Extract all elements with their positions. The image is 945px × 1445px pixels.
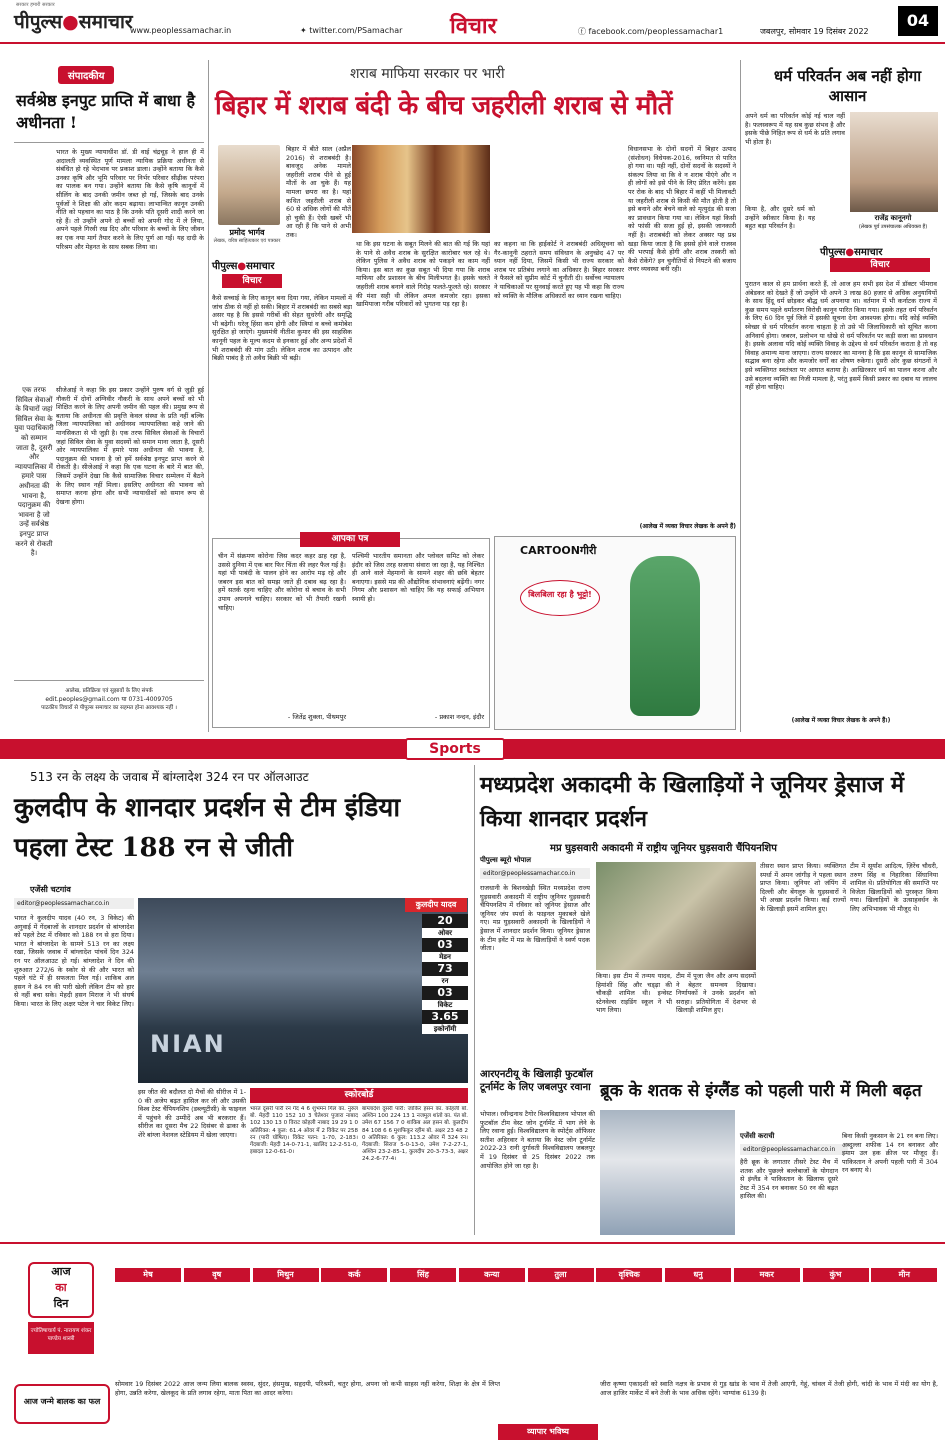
stat-value: 20 (422, 914, 468, 928)
contact-email[interactable]: edit.peoples@gmail.com या 0731-4009705 (45, 695, 173, 703)
zodiac-sign-8 (665, 1268, 731, 1368)
sports-body-6: तीसरा स्थान प्राप्त किया। व्यक्तिगत स्पर्धा में अमन जांगीड़ ने पहला स्थान प्राप्त किया। जूनियर शो जंपिंग में दिल्ली और बेंगलुरु के घुड़सवारों ने भी अच्छा प्रदर्शन किया। कई राज्यों के खिलाड़ी इसमें शामिल हुए। (760, 862, 846, 913)
sports-kicker-2: मप्र घुड़सवारी अकादमी में राष्ट्रीय जूनियर घुड़सवारी चैंपियनशिप (550, 843, 777, 854)
zodiac-sign-1 (184, 1268, 250, 1368)
site-url[interactable]: www.peoplessamachar.in (130, 26, 232, 35)
zodiac-sign-3 (321, 1268, 387, 1368)
birthday-box: आज जन्मे बालक का फल (14, 1384, 110, 1424)
column-divider (208, 60, 209, 732)
zodiac-sign-9 (734, 1268, 800, 1368)
stat-label: मेडन (422, 952, 468, 962)
zodiac-sign-name: धनु (665, 1268, 731, 1282)
sports-headline-1: कुलदीप के शानदार प्रदर्शन से टीम इंडिया पहला टेस्ट 188 रन से जीती (14, 793, 401, 863)
editorial-footer: आलेख, प्रतिक्रिया एवं सुझावों के लिए संपर्क edit.peoples@gmail.com या 0731-4009705 पाठकीय विचारों से पीपुल्स समाचार का सहमत होना आवश्यक नहीं । (14, 680, 204, 730)
facebook-link[interactable]: ⓕ facebook.com/peoplessamachar1 (578, 27, 724, 36)
author-photo (218, 145, 280, 225)
sports-sub-3: आरएनटीयू के खिलाड़ी फुटबॉल टूर्नामेंट के लिए जबलपुर रवाना (480, 1069, 593, 1093)
editorial-body-2: सीजेआई ने कहा कि इस प्रकार उन्होंने पुरुष वर्ग से जुड़ी हुई नौकरी में दोनों अग्निवीर नौकरी के साथ अपने बच्चों को भी शिक्षित करने के लिए अपनी जमीन की पहल की। प्रमुख रूप से बताया कि अधीनता की प्रवृत्ति केवल संस्था के प्रति नहीं बल्कि जिला न्यायपालिका को अधीनस्थ न्यायपालिका कहे जाने की मानसिकता से भी जुड़ी है। एक तरफ सिविल सेवाओं के विचारों जहां सिविल सेवा के युवा सदस्यों को समान माना जाता है, दूसरी ओर न्यायपालिका में हमारे पास अधीनता की भावना है, पदानुक्रम की भावना है जो हमें सर्वश्रेष्ठ इनपुट प्राप्त करने से रोकती है। सीजेआई ने कहा कि एक घटना के बारे में बात की, जिसमें उन्होंने देखा कि कैसे सामाजिक विचार सम्मेलन में बैठने के लिए स्थान नहीं मिला। इसलिए अधीनता की भावना को समाप्त करना होगा और सभी न्यायाधीशों को समान रूप से देखना होगा। (56, 386, 204, 506)
editorial-headline: सर्वश्रेष्ठ इनपुट प्राप्ति में बाधा है अधीनता ! (16, 91, 195, 132)
zodiac-prediction (528, 1282, 594, 1362)
horoscope-title: आज का दिन (28, 1262, 94, 1318)
stat-label: ओवर (422, 928, 468, 938)
stat-label: इकोनॉमी (422, 1024, 468, 1034)
zodiac-sign-2 (253, 1268, 319, 1368)
right-headline: धर्म परिवर्तन अब नहीं होगा आसान (773, 67, 922, 105)
lead-kicker: शराब माफिया सरकार पर भारी (350, 66, 505, 82)
zodiac-signs (115, 1268, 940, 1368)
sports-body-2: इस जीत की बदौलत दो मैचों की सीरीज में 1-0 की अजेय बढ़त हासिल कर ली और उसकी विश्व टेस्ट चैंपियनशिप (डब्ल्यूटीसी) के फाइनल में पहुंचने की उम्मीदें अब भी बरकरार हैं। सीरीज का दूसरा मैच 22 दिसंबर से ढाका के शेरे बांग्ला नेशनल स्टेडियम में खेला जाएगा। (138, 1088, 246, 1139)
stat-label: रन (422, 976, 468, 986)
zodiac-sign-name: कर्क (321, 1268, 387, 1282)
zodiac-prediction (596, 1282, 662, 1362)
right-body-1: अपने धर्म का परिवर्तन कोई नई चाल नहीं है। फलस्वरूप में यह सब कुछ संभव है और इसके पीछे निहित रूप से धर्म के प्रति लगाव भी होता है। (745, 112, 845, 146)
zodiac-sign-4 (390, 1268, 456, 1368)
stat-value: 03 (422, 938, 468, 952)
zodiac-sign-5 (459, 1268, 525, 1368)
stat-value: 73 (422, 962, 468, 976)
zodiac-sign-name: सिंह (390, 1268, 456, 1282)
zodiac-prediction (871, 1282, 937, 1362)
sports-email-4[interactable]: editor@peoplessamachar.co.in (740, 1144, 848, 1155)
sports-label: Sports (405, 738, 505, 760)
letter-2-signature: - प्रकाश नन्दन, इंदौर (434, 713, 484, 721)
sports-divider (474, 765, 475, 1235)
lead-body-2: कैसे सच्चाई के लिए कानून बना दिया गया, लेकिन मामलों में जांच ठीक से नहीं हो सकी। बिहार में शराबबंदी का सबसे बड़ा असर यह है कि इससे गरीबों की सेहत सुधरेगी और समृद्धि भी बढ़ेगी। घरेलू हिंसा कम होगी और स्त्रियां व बच्चे कमोबेश सुरक्षित हो जाएंगे। मुख्यमंत्री नीतीश कुमार की इस साहसिक कानूनी पहल के मूल्य कदम से इनकार हुई और अन्य प्रदेशों में भी शराबबंदी की मांग उठी। लेकिन शराब का उत्पादन और बिक्री पाबंद है तो अवैध बिक्री भी बढ़ी। (212, 294, 352, 363)
cartoon-figure (630, 556, 700, 716)
right-body-3: पुरातन काल से हम प्रार्थना करते हैं, तो आज हम सभी इस देश में डॉक्टर भीमराव अंबेडकर को देखते हैं जो उन्होंने भी अपने 3 लाख 80 हजार से अधिक अनुयायियों के साथ हिंदू धर्म छोड़कर बौद्ध धर्म अपनाया था। वर्तमान में भी कर्नाटक राज्य में कुछ समय पहले धर्मांतरण विरोधी कानून पारित किया गया। इसके तहत धर्म परिवर्तन के लिए 60 दिन पूर्व जिले में इसकी सूचना देना आवश्यक होगा। यदि कोई व्यक्ति स्वेच्छा से धर्म परिवर्तन करना चाहता है तो उसे भी जिलाधिकारी को सूचित करना अनिवार्य होगा। जबरन, प्रलोभन या धोखे से धर्म परिवर्तन पर कड़ी सजा का प्रावधान है। इसके अलावा यदि कोई व्यक्ति विवाह के उद्देश्य से धर्म परिवर्तन कराता है तो वह विवाह अमान्य माना जाएगा। राज्य सरकार का मानना है कि इस कानून से सामाजिक सद्भाव बना रहेगा और कमजोर वर्गों का शोषण रुकेगा। दूसरी ओर कुछ संगठनों ने इसे व्यक्तिगत स्वतंत्रता पर आघात बताया है। आखिरकार धर्म का पालन करना और उसे बदलना व्यक्ति का निजी मामला है, परंतु इसमें किसी प्रकार का दबाव या लालच नहीं होना चाहिए। (745, 280, 937, 392)
editorial-pullquote: एक तरफ सिविल सेवाओं के विचारों जहां सिविल सेवा के युवा पदाधिकारी को सम्मान जाता है, दूसरी और न्यायपालिका में हमारे पास अधीनता की भावना है, पदानुक्रम की भावना है जो उन्हें सर्वश्रेष्ठ इनपुट प्राप्त करने से रोकती है। (14, 386, 54, 558)
masthead-tagline: सरकार हमारी सरकार (16, 2, 55, 8)
masthead-logo: पीपुल्स●समाचार (14, 11, 133, 33)
zodiac-sign-11 (871, 1268, 937, 1368)
author-name: प्रमोद भार्गव (229, 228, 265, 237)
zodiac-sign-name: मीन (871, 1268, 937, 1282)
right-logo-tag: विचार (830, 258, 930, 272)
zodiac-sign-name: वृष (184, 1268, 250, 1282)
sports-body-5: टीम में पूजा जैन और अन्य सदस्यों ने बेहतर समन्वय दिखाया। निर्णायकों ने उनके प्रदर्शन को सराहा। प्रतियोगिता में देशभर से खिलाड़ी शामिल हुए। (676, 972, 756, 1015)
stat-value: 03 (422, 986, 468, 1000)
letter-1-signature: - जितेंद्र शुक्ला, पीथमपुर (287, 713, 346, 721)
right-closing: (आलेख में व्यक्त विचार लेखक के अपने हैं।) (791, 717, 891, 724)
letter-2: पश्चिमी भारतीय समानता और प्लोवल समिट को लेकर इंदौर को जिस तरह सजाया संवारा जा रहा है, यह निश्चित ही आने वाले मेहमानों के सामने शहर की छवि बेहतर बनाएगा। इससे मप्र की औद्योगिक संभावनाएं बढ़ेंगी। नगर निगम और प्रशासन को चाहिए कि यह सफाई अभियान स्थायी हो। (352, 552, 484, 603)
sports-agency-2: पीपुल्स ब्यूरो भोपाल (480, 856, 531, 864)
sports-body-4: किया। इस टीम में तन्मय यादव, हिमांशी सिंह और चड्ढ़ा की चौकड़ी शामिल थी। इन्वेस्ट स्टेनवेल्स राइडिंग स्कूल ने भी भाग लिया। (596, 972, 672, 1015)
zodiac-sign-name: मिथुन (253, 1268, 319, 1282)
sports-kicker-1: 513 रन के लक्ष्य के जवाब में बांग्लादेश 324 रन पर ऑलआउट (30, 770, 309, 784)
stat-label: विकेट (422, 1000, 468, 1010)
scoreboard-bangladesh: बांग्लादेश दूसरी पारी: जाकिर हसन का. कोहली बो. अश्विन 100 224 13 1 नजमुल शांतो का. पंत बो. उमेश 67 156 7 0 शाकिब अल हसन बो. कुलदीप 84 108 6 6 मुशफिकुर रहीम बो. अक्षर 23 48 2 0 अतिरिक्त: 6 कुल: 113.2 ओवर में 324 रन। गेंदबाजी: सिराज 5-0-13-0, उमेश 7-2-27-1, अश्विन 23-2-85-1, कुलदीप 20-3-73-3, अक्षर 24.2-6-77-4। (362, 1106, 468, 1163)
zodiac-sign-name: मकर (734, 1268, 800, 1282)
facebook-icon: ⓕ (578, 27, 589, 36)
divider (14, 142, 204, 143)
editorial-label: संपादकीय (58, 66, 114, 84)
zodiac-sign-10 (803, 1268, 869, 1368)
cartoon-bubble: बिलबिला रहा है भुट्टो! (520, 580, 600, 616)
editorial-body: भारत के मुख्य न्यायाधीश डॉ. डी वाई चंद्रचूड़ ने हाल ही में अदालती व्यवस्थित पूर्ण मामला न्यायिक प्रक्रिया अधीनता से संबंधित हो रहे भेदभाव पर प्रकाश डाला। उन्होंने बताया कि कैसे उनका कृषि और भूमि परिवार पर निर्भर परिवार सीढ़ीक परंपरा का पालक बन गया। उन्होंने बताया कि कैसे कृषि कानूनों में सीलिंग के बाद उनकी जमीन जब्त हो गई, जिसके बाद उनके पूर्वजों ने शिक्षा की ओर कदम बढ़ाया। लाभान्वित कानून उनकी नीति को पहचान का पाठ है कि उनके पति दूसरी शादी करने जा रहे हैं। तो उन्होंने अपने दो बच्चों को अपनी गोद में ले लिया, अपने पहले गिरवी रख दिए और परिवार के बच्चों के लिए जीवन का एक नया मार्ग तैयार करने के लिए पूर्ण आ गईं। यह दादी के परिश्रम और मेहनत के साथ सबक लिया था। (56, 148, 204, 251)
player-stat-list (422, 914, 468, 1034)
photo-banner: NIAN (150, 1030, 226, 1058)
sports-body-7: टीम में सूर्यांश आदित्य, ज़िरेंच चौधरी, तरुण सिंह व निहारिका सिंघानिया शामिल थे। प्रतियोगिता की समाप्ति पर विजेता खिलाड़ियों को पुरस्कृत किया गया। खिलाड़ियों के उत्साहवर्धन के लिए अभिभावक भी मौजूद थे। (850, 862, 938, 913)
zodiac-sign-7 (596, 1268, 662, 1368)
letter-1: चीन में संक्रमण कोरोना जिस कदर कहर ढाह रहा है, उससे दुनिया में एक बार फिर चिंता की लहर फैल गई है। यहां भी पाबंदी के पालन होने का आरोप मढ़ रहे और जबरन इस बात को समझ जाते ही दबाव बढ़ रहा है। हमें सतर्क रहना चाहिए और कोरोना से बचाव के सभी उपाय अपनाने चाहिए। सरकार को भी तैयारी रखनी चाहिए। (218, 552, 346, 612)
zodiac-prediction (459, 1282, 525, 1362)
right-author-photo (850, 112, 938, 212)
zodiac-sign-name: कन्या (459, 1268, 525, 1282)
sports-body-8: भोपाल। रवीन्द्रनाथ टैगोर विश्वविद्यालय भोपाल की फुटबॉल टीम वेस्ट जोन टूर्नामेंट में भाग लेने के लिए रवाना हुई। विश्वविद्यालय के स्पोर्ट्स ऑफिसर सतीश अहिरवार ने बताया कि वेस्ट जोन टूर्नामेंट 2022-23 रानी दुर्गावती विश्वविद्यालय जबलपुर में 19 दिसंबर से 25 दिसंबर 2022 तक आयोजित होने जा रहा है। (480, 1110, 595, 1170)
stat-value: 3.65 (422, 1010, 468, 1024)
letters-title: आपका पत्र (300, 532, 400, 547)
zodiac-prediction (184, 1282, 250, 1362)
twitter-link[interactable]: ✦ twitter.com/PSamachar (300, 26, 403, 35)
lead-body-5: विधानसभा के दोनों सदनों में बिहार उत्पाद (संशोधन) विधेयक-2016, ध्वनिमत से पारित हो गया था। यही नहीं, दोनों सदनों के सदस्यों ने संकल्प लिया था कि वे न शराब पीएंगे और न ही लोगों को इसे पीने के लिए प्रेरित करेंगे। इस पर रोक के बाद भी बिहार में कहीं भी मिलावटी या जहरीली शराब से किसी की मौत होती है तो इसे बनाने और बेचने वाले को मृत्युदंड की सजा का प्रावधान किया गया था। लेकिन यहां किसी को फांसी की सजा हुई हो, इसकी जानकारी नहीं है। शराबबंदी को लेकर अक्सर यह प्रश्न खड़ा किया जाता है कि इससे होने वाले राजस्व की भरपाई कैसे होगी और शराब तस्करी को कैसे रोकेंगे? इन चुनौतियों से निपटने की बजाय लचर व्यवस्था बनी रही। (628, 145, 736, 274)
right-author-role: (लेखक पूर्व उपसंचालक अधिवक्ता हैं) (858, 224, 928, 230)
lead-body-4: का कहना था कि हाईकोर्ट ने शराबबंदी अधिसूचना को गैर-कानूनी ठहराते समय संविधान के अनुच्छेद 47 पर ध्यान नहीं दिया, जिसमें किसी भी राज्य सरकार को शराब पर प्रतिबंध लगाने का अधिकार है। बिहार सरकार ने फैसले को सुप्रीम कोर्ट में चुनौती दी। सर्वोच्च न्यायालय ने याचिकाओं पर सुनवाई करते हुए यह भी कहा कि राज्य को व्यक्ति के मौलिक अधिकारों का ध्यान रखना चाहिए। (494, 240, 624, 300)
zodiac-sign-6 (528, 1268, 594, 1368)
zodiac-prediction (390, 1282, 456, 1362)
cartoon-title: CARTOONगीरी (520, 544, 597, 557)
sports-headline-4: ब्रूक के शतक से इंग्लैंड को पहली पारी में मिली बढ़त (600, 1081, 922, 1101)
lead-headline: बिहार में शराब बंदी के बीच जहरीली शराब से मौतें (215, 91, 673, 121)
sports-body-3: राजधानी के बिशनखेड़ी स्थित मध्यप्रदेश राज्य घुड़सवारी अकादमी में राष्ट्रीय जूनियर घुड़सवारी चैंपियनशिप में रविवार को जूनियर ड्रेसाज और जूनियर जंप स्पर्धा के फाइनल मुकाबले खेले गए। मप्र घुड़सवारी अकादमी के खिलाड़ियों ने ड्रेसाज में शानदार प्रदर्शन किया। जूनियर ड्रेसाज के टीम इवेंट में मप्र के खिलाड़ियों ने स्वर्ण पदक जीता। (480, 884, 590, 953)
sports-headline-2: मध्यप्रदेश अकादमी के खिलाड़ियों ने जूनियर ड्रेसाज में किया शानदार प्रदर्शन (480, 772, 905, 832)
column-divider-2 (740, 60, 741, 732)
zodiac-sign-0 (115, 1268, 181, 1368)
lead-body-1: बिहार में बीते साल (अप्रैल 2016) से शराबबंदी है। बावजूद अनेक मामले जहरीली शराब पीने से हुई मौतों के आ चुके हैं। यह मामला छपरा का है। यहां कथित जहरीली शराब से 60 से अधिक लोगों की मौतें हो चुकी हैं। ऐसी खबरें भी आ रही हैं कि पाने से अभी तक। (286, 145, 351, 239)
astrologer-note: ज्योतिषाचार्य पं. नारायण शंकर पाण्डेय शास्त्री (28, 1322, 94, 1354)
sports-body-9: हैरी ब्रूक के लगातार तीसरे टेस्ट मैच में शतक और पुछल्ले बल्लेबाजों के योगदान से इंग्लैंड ने पाकिस्तान के खिलाफ दूसरे टेस्ट में 354 रन बनाकर 50 रन की बढ़त हासिल की। (740, 1158, 838, 1201)
market-label: व्यापार भविष्य (498, 1424, 598, 1440)
sports-email-1[interactable]: editor@peoplessamachar.co.in (14, 898, 134, 909)
lead-closing: (आलेख में व्यक्त विचार लेखक के अपने हैं) (639, 523, 736, 530)
lead-logo: पीपुल्स●समाचार (212, 261, 275, 272)
scoreboard-india: भारत दूसरी पारी रन गेंद 4 6 शुभमन गिल का. नुरुल बो. मेहदी 110 152 10 3 चेतेश्वर पुजारा नाबाद 102 130 13 0 विराट कोहली नाबाद 19 29 1 0 अतिरिक्त: 4 कुल: 61.4 ओवर में 2 विकेट पर 258 रन (पारी घोषित)। विकेट पतन: 1-70, 2-183। गेंदबाजी: मेहदी 14-0-71-1, खालिद 12-2-51-0, इबादत 12-0-61-0। (250, 1106, 358, 1156)
zodiac-sign-name: तुला (528, 1268, 594, 1282)
sports-agency-4: एजेंसी कराची (740, 1132, 775, 1140)
zodiac-sign-name: कुंभ (803, 1268, 869, 1282)
sports-agency-1: एजेंसी चटगांव (30, 885, 71, 894)
right-author-name: राजेंद्र कानूनगो (874, 214, 912, 222)
sports-body-10: बिना किसी नुकसान के 21 रन बना लिए। अब्दुल्ला शफीक 14 रन बनाकर और इमाम उल हक क्रीज पर मौजूद हैं। पाकिस्तान ने अपनी पहली पारी में 304 रन बनाए थे। (842, 1132, 938, 1175)
zodiac-prediction (665, 1282, 731, 1362)
right-body-2: किया है, और दूसरे धर्म को उन्होंने स्वीकार किया है। यह बहुत बड़ा परिवर्तन है। (745, 205, 815, 231)
player-stat-title: कुलदीप यादव (405, 898, 467, 912)
issue-date: जबलपुर, सोमवार 19 दिसंबर 2022 (760, 27, 869, 36)
sports-body-1: भारत ने कुलदीप यादव (40 रन, 3 विकेट) की अगुवाई में गेंदबाजों के शानदार प्रदर्शन से बांग्लादेश को पहले टेस्ट में रविवार को 188 रन से हरा दिया। भारत ने बांग्लादेश के सामने 513 रन का लक्ष्य रखा, जिसके जवाब में बांग्लादेश पांचवें दिन 324 रन पर ऑलआउट हो गई। बांग्लादेश ने दिन की शुरुआत 272/6 के स्कोर से की और भारत को पहले घंटे में ही सफलता मिल गई। शाकिब अल हसन ने 84 रन की पारी खेली लेकिन टीम को हार से नहीं बचा सके। मेहदी हसन मिराज ने भी संघर्ष किया। भारत के लिए अक्षर पटेल ने चार विकेट लिए। (14, 914, 134, 1008)
page-number: 04 (898, 6, 938, 36)
equestrian-photo (596, 862, 756, 970)
author-role: लेखक, वरिष्ठ साहित्यकार एवं पत्रकार (213, 238, 281, 244)
liquor-bottles-photo (352, 145, 490, 233)
zodiac-prediction (734, 1282, 800, 1362)
zodiac-sign-name: वृश्चिक (596, 1268, 662, 1282)
zodiac-prediction (115, 1282, 181, 1362)
lead-logo-tag: विचार (222, 274, 282, 288)
sports-email-2[interactable]: editor@peoplessamachar.co.in (480, 868, 590, 879)
market-body: जीरा कृष्णा एकादशी को स्वाति नक्षत्र के प्रभाव से गुड़ खांड के भाव में तेजी आएगी, गेहूं, चांवल में तेजी होगी, चांदी के भाव में मंदी का योग है, आज हाजिर मार्केट में बने तेजी के भाव अधिक रहेंगे। भाग्यांक 6139 है। (600, 1380, 938, 1397)
zodiac-prediction (253, 1282, 319, 1362)
scoreboard-title: स्कोरबोर्ड (250, 1088, 468, 1103)
zodiac-sign-name: मेष (115, 1268, 181, 1282)
twitter-icon: ✦ (300, 26, 310, 35)
zodiac-prediction (321, 1282, 387, 1362)
brook-photo (600, 1110, 735, 1235)
zodiac-prediction (803, 1282, 869, 1362)
right-logo: पीपुल्स●समाचार (820, 247, 883, 258)
section-title: विचार (450, 14, 497, 39)
birthday-body: सोमवार 19 दिसंबर 2022 आज जन्म लिया बालक स्वस्थ, सुंदर, हंसमुख, सहृदयी, परिश्रमी, चतुर होगा, अपना जो कभी साहस नहीं करेगा, शिक्षा के क्षेत्र में लिप्त होगा, उन्नति करेगा, खेलकूद के प्रति लगाव रहेगा, माता पिता का आदर करेगा। (115, 1380, 500, 1397)
lead-body-3: था कि इस घटना के सबूत मिलने की बात की गई कि यहां के पाने से अवैध शराब के सुरक्षित कारोबार चल रहे थे। लेकिन पुलिस ने अवैध शराब को पकड़ने का काम नहीं किया। इस बात का कुछ सबूत भी दिया गया कि शराब माफिया और प्रशासन के बीच मिलीभगत है। इसके चलते जहरीली शराब बनाने वाले गिरोह फलते-फूलते रहे। सरकार की मंशा सही थी लेकिन अमल कमजोर रहा। इसका खामियाजा गरीब परिवारों को भुगतना पड़ रहा है। (356, 240, 490, 309)
